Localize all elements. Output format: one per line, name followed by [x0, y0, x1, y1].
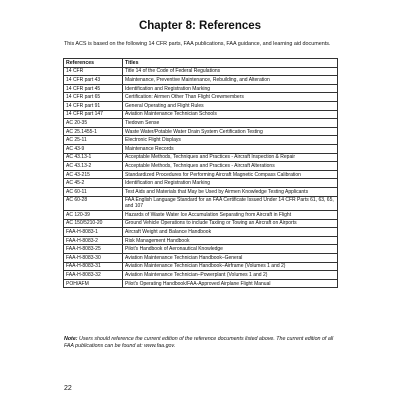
reference-cell: FAA-H-8083-25 — [64, 245, 123, 254]
reference-cell: FAA-H-8083-2 — [64, 236, 123, 245]
table-row — [64, 170, 338, 179]
reference-cell: AC 150/5210-20 — [64, 219, 123, 228]
table-row — [64, 84, 338, 93]
table-body — [64, 67, 338, 288]
reference-cell: 14 CFR part 43 — [64, 76, 123, 85]
title-cell: Aviation Maintenance Technician Schools — [123, 110, 338, 119]
title-cell: Electronic Flight Displays — [123, 136, 338, 145]
title-cell: Acceptable Methods, Techniques and Practices - Aircraft Inspection & Repair — [123, 153, 338, 162]
reference-cell: AC 43-9 — [64, 144, 123, 153]
table-row — [64, 196, 338, 211]
title-cell: Acceptable Methods, Techniques and Practices - Aircraft Alterations — [123, 162, 338, 171]
reference-cell: FAA-H-8083-1 — [64, 228, 123, 237]
title-cell: General Operating and Flight Rules — [123, 101, 338, 110]
table-row — [64, 262, 338, 271]
reference-cell: AC 25-11 — [64, 136, 123, 145]
table-row — [64, 271, 338, 280]
table-row — [64, 101, 338, 110]
table-row — [64, 93, 338, 102]
title-cell: Identification and Registration Marking — [123, 84, 338, 93]
reference-cell: POH/AFM — [64, 279, 123, 288]
note-label: Note: — [64, 336, 78, 342]
title-cell: Risk Management Handbook — [123, 236, 338, 245]
note-paragraph — [64, 336, 342, 350]
title-cell: Pilot's Handbook of Aeronautical Knowledge — [123, 245, 338, 254]
header-references: References — [64, 59, 123, 68]
reference-cell: 14 CFR part 147 — [64, 110, 123, 119]
title-cell: Ground Vehicle Operations to include Taxiing or Towing an Aircraft on Airports — [123, 219, 338, 228]
table-row — [64, 119, 338, 128]
table-row — [64, 76, 338, 85]
reference-cell: AC 43.13-1 — [64, 153, 123, 162]
table-row — [64, 127, 338, 136]
reference-cell: AC 43.13-2 — [64, 162, 123, 171]
table-row — [64, 254, 338, 263]
header-titles: Titles — [123, 59, 338, 68]
title-cell: Waste Water/Potable Water Drain System Certification Testing — [123, 127, 338, 136]
table-header-row — [64, 59, 338, 68]
table-row — [64, 179, 338, 188]
title-cell: Certification: Airmen Other Than Flight Crewmembers — [123, 93, 338, 102]
title-cell: Hazards of Waste Water Ice Accumulation Separating from Aircraft in Flight — [123, 211, 338, 220]
page-title: Chapter 8: References — [138, 20, 262, 32]
reference-cell: AC 45-2 — [64, 179, 123, 188]
table-row — [64, 236, 338, 245]
title-cell: Aviation Maintenance Technician Handbook–General — [123, 254, 338, 263]
reference-cell: AC 60-11 — [64, 187, 123, 196]
table-row — [64, 187, 338, 196]
reference-cell: 14 CFR part 45 — [64, 84, 123, 93]
references-table — [63, 58, 338, 288]
reference-cell: FAA-H-8083-30 — [64, 254, 123, 263]
page-number: 22 — [64, 385, 72, 392]
table-row — [64, 279, 338, 288]
reference-cell: FAA-H-8083-31 — [64, 262, 123, 271]
table-row — [64, 211, 338, 220]
table-row — [64, 136, 338, 145]
table-row — [64, 110, 338, 119]
reference-cell: 14 CFR part 65 — [64, 93, 123, 102]
title-cell: Maintenance Records — [123, 144, 338, 153]
note-text: Users should reference the current edition of the reference documents listed above. The current edition of all FAA publications can be found at: www.faa.gov. — [64, 336, 334, 349]
table-row — [64, 219, 338, 228]
title-cell: Maintenance, Preventive Maintenance, Rebuilding, and Alteration — [123, 76, 338, 85]
title-cell: Aviation Maintenance Technician–Powerplant (Volumes 1 and 2) — [123, 271, 338, 280]
title-cell: Aircraft Weight and Balance Handbook — [123, 228, 338, 237]
title-cell: Standardized Procedures for Performing Aircraft Magnetic Compass Calibration — [123, 170, 338, 179]
reference-cell: AC 20-35 — [64, 119, 123, 128]
table-row — [64, 153, 338, 162]
reference-cell: AC 60-28 — [64, 196, 123, 211]
title-cell: FAA English Language Standard for an FAA Certificate Issued Under 14 CFR Parts 61, 63, 65, and 107 — [123, 196, 338, 211]
reference-cell: AC 25.1455-1 — [64, 127, 123, 136]
title-cell: Tiedown Sense — [123, 119, 338, 128]
reference-cell: 14 CFR — [64, 67, 123, 76]
table-row — [64, 228, 338, 237]
title-cell: Aviation Maintenance Technician Handbook–Airframe (Volumes 1 and 2) — [123, 262, 338, 271]
title-cell: Pilot's Operating Handbook/FAA-Approved Airplane Flight Manual — [123, 279, 338, 288]
title-cell: Test Aids and Materials that May be Used by Airmen Knowledge Testing Applicants — [123, 187, 338, 196]
title-cell: Identification and Registration Marking — [123, 179, 338, 188]
reference-cell: FAA-H-8083-32 — [64, 271, 123, 280]
table-row — [64, 162, 338, 171]
title-cell: Title 14 of the Code of Federal Regulations — [123, 67, 338, 76]
table-row — [64, 245, 338, 254]
reference-cell: 14 CFR part 91 — [64, 101, 123, 110]
reference-cell: AC 43-215 — [64, 170, 123, 179]
table-row — [64, 144, 338, 153]
reference-cell: AC 120-39 — [64, 211, 123, 220]
table-row — [64, 67, 338, 76]
intro-paragraph: This ACS is based on the following 14 CFR parts, FAA publications, FAA guidance, and learning aid documents. — [64, 41, 331, 47]
